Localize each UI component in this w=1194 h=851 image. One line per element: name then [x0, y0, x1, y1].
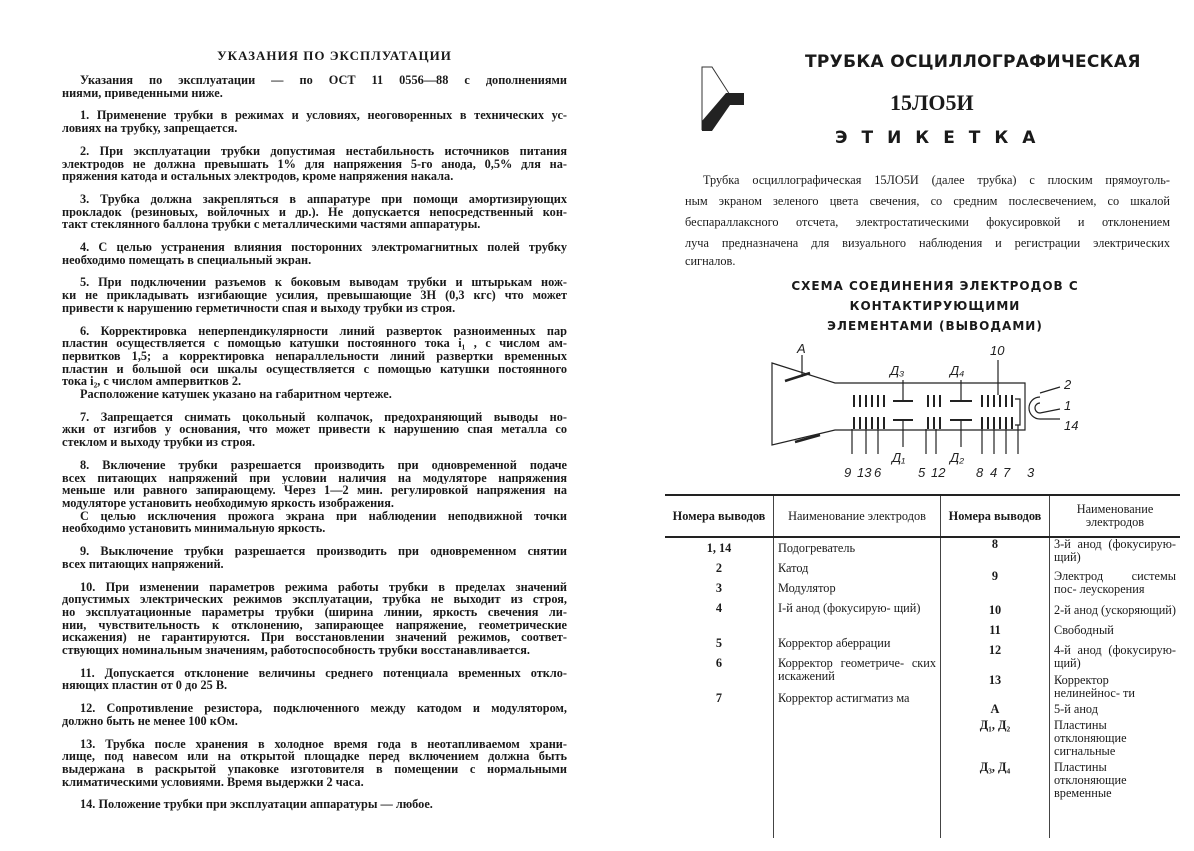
label-pin-6: 6: [874, 465, 882, 480]
schema-title-line: СХЕМА СОЕДИНЕНИЯ ЭЛЕКТРОДОВ С КОНТАКТИРУЮЩИМИ: [791, 279, 1079, 313]
pin-number: 5: [715, 636, 723, 650]
instruction-line: 7. Запрещается снимать цокольный колпачок, предохраняющий выводы но-: [80, 410, 567, 424]
right-pin-column: [945, 538, 1045, 838]
product-title: ТРУБКА ОСЦИЛЛОГРАФИЧЕСКАЯ: [805, 52, 1141, 72]
instruction-item: [62, 145, 567, 183]
instruction-line: первитков 1,5; а корректировка непараллельности линий развертки временных: [62, 349, 567, 363]
description-line: луча предназначена для визуального наблюдения и регистрации электрических: [685, 236, 1170, 250]
instruction-line: всех питающих напряжений при условии наличия на модуляторе напряжения: [62, 471, 567, 485]
electrode-name: I-й анод (фокусирую- щий): [778, 601, 921, 615]
pin-number: 6: [715, 656, 723, 670]
instruction-line: модуляторе установить необходимую яркость изображения.: [62, 496, 394, 510]
instruction-line: ниями, приведенными ниже.: [62, 86, 223, 100]
pin-number: 3: [715, 581, 723, 595]
product-description: [685, 170, 1170, 268]
instruction-line: Расположение катушек указано на габаритном чертеже.: [80, 388, 392, 401]
pin-number: 12: [988, 643, 1002, 657]
pin-number: 7: [715, 691, 723, 705]
left-pin-column: [669, 538, 769, 838]
label-d1: Д₁: [892, 450, 906, 465]
instruction-line: должно быть не менее 100 кОм.: [62, 714, 238, 728]
header-pin-numbers: Номера выводов: [665, 495, 774, 537]
instruction-item: [62, 411, 567, 449]
label-pin-7: 7: [1003, 465, 1011, 480]
instruction-item: [62, 459, 567, 535]
pin-number: 10: [988, 603, 1002, 617]
instruction-line: Указания по эксплуатации — по ОСТ 11 0556—88 с дополнениями: [80, 74, 567, 87]
instruction-line: ствующих номинальным значениям, работоспособность трубки восстанавливается.: [62, 644, 530, 657]
header-pin-numbers: Номера выводов: [941, 495, 1050, 537]
instruction-line: прокладок (резиновых, войлочных и др.). Не допускается непосредственный кон-: [62, 205, 567, 219]
instruction-item: [62, 798, 567, 811]
electrode-name: Корректор нелинейнос- ти: [1054, 673, 1135, 700]
instruction-line: ки не прикладывать изгибающие усилия, превышающие 3Н (0,3 кгс) что может: [62, 289, 567, 302]
label-a: А: [797, 341, 806, 356]
instruction-line: электродов не должна превышать 1% для напряжения 5-го анода, 0,5% для на-: [62, 157, 567, 171]
electrode-name: 4-й анод (фокусирую- щий): [1054, 643, 1176, 670]
instruction-line: 14. Положение трубки при эксплуатации аппаратуры — любое.: [80, 798, 433, 812]
instruction-item: [62, 325, 567, 401]
instruction-item: [62, 738, 567, 789]
electrode-table: [665, 494, 1180, 838]
instruction-line: 9. Выключение трубки разрешается производить при одновременном снятии: [80, 545, 567, 558]
electrode-connection-diagram: [750, 335, 1090, 485]
instruction-line: жки от изгибов у основания, что может привести к нарушению спая металла со: [62, 423, 567, 437]
label-pin-9: 9: [844, 465, 852, 480]
pin-number: Д₃, Д₄: [979, 760, 1011, 774]
label-pin-5: 5: [918, 465, 926, 480]
instruction-line: 13. Трубка после хранения в холодное время года в неотапливаемом храни-: [80, 737, 567, 751]
electrode-name: Подогреватель: [778, 541, 856, 555]
instruction-item: [62, 276, 567, 314]
header-electrode-names: Наименование электродов: [1050, 495, 1181, 537]
description-line: сигналов.: [685, 254, 736, 268]
instruction-item: [62, 109, 567, 134]
label-pin-2: 2: [1064, 377, 1072, 392]
instruction-line: такт стеклянного баллона трубки с металлическими частями аппаратуры.: [62, 218, 481, 232]
label-pin-12: 12: [931, 465, 946, 480]
electrode-name: 3-й анод (фокусирую- щий): [1054, 537, 1176, 564]
label-pin-1: 1: [1064, 398, 1072, 413]
pin-number: 9: [991, 569, 999, 583]
instruction-line: тока i₂, с числом ампервитков 2.: [62, 375, 242, 389]
electrode-name: Корректор аберрации: [778, 636, 891, 650]
instruction-line: выдержана в раскрытой упаковке изготовителя в помещении с нормальными: [62, 762, 567, 776]
instruction-item: [62, 667, 567, 692]
pin-number: 1, 14: [706, 541, 732, 555]
label-pin-10: 10: [990, 343, 1005, 358]
instruction-line: пластин и большой оси шкалы осуществляется с помощью катушки постоянного: [62, 362, 567, 376]
instruction-line: 2. При эксплуатации трубки допустимая нестабильность источников питания: [80, 144, 567, 158]
pin-number: 13: [988, 673, 1002, 687]
operating-instructions: [62, 48, 567, 821]
instruction-item: [62, 545, 567, 570]
schema-title: [705, 276, 1165, 336]
electrode-name: 5-й анод: [1054, 702, 1098, 716]
instruction-line: искажения) не гарантируются. При восстановлении значений режимов, соответ-: [62, 631, 567, 645]
instruction-line: 8. Включение трубки разрешается производить при одновременной подаче: [80, 458, 567, 472]
electrode-name: Пластины отклоняющие временные: [1054, 760, 1127, 800]
instruction-line: 5. При подключении разъемов к боковым выводам трубки и штырькам нож-: [80, 276, 567, 290]
instruction-item: [62, 74, 567, 99]
label-pin-3: 3: [1027, 465, 1035, 480]
label-d3: Д₃: [890, 363, 905, 378]
instruction-item: [62, 193, 567, 231]
electrode-name: 2-й анод (ускоряющий): [1054, 603, 1176, 617]
instruction-line: допустимых электрических режимов эксплуатации, трубка не выходит из строя,: [62, 593, 567, 606]
instruction-line: 3. Трубка должна закрепляться в аппаратуре при помощи амортизирующих: [80, 192, 567, 206]
manufacturer-logo: [700, 65, 750, 135]
instruction-line: пластин осуществляется с помощью катушки постоянного тока i₁ , с числом ам-: [62, 337, 567, 350]
instruction-line: пряжения катода и остальных электродов, кроме напряжения накала.: [62, 170, 454, 183]
description-line: беспараллаксного отсчета, электростатическими фокусировкой и отклонением: [685, 215, 1170, 229]
instruction-line: 11. Допускается отклонение величины среднего потенциала временных откло-: [80, 666, 567, 680]
pin-number: 11: [989, 623, 1001, 637]
instruction-line: но эксплуатационные параметры трубки (ширина линии, яркость свечения ли-: [62, 605, 567, 619]
instruction-line: няющих пластин от 0 до 25 В.: [62, 679, 228, 693]
instruction-item: [62, 702, 567, 727]
label-d2: Д₂: [950, 450, 965, 465]
instruction-line: 1. Применение трубки в режимах и условиях, неоговоренных в технических ус-: [80, 109, 567, 123]
electrode-name: Пластины отклоняющие сигнальные: [1054, 718, 1127, 758]
electrode-name: Корректор астигматиз ма: [778, 691, 910, 705]
label-d4: Д₄: [950, 363, 965, 378]
instruction-line: необходимо установить минимальную яркость.: [62, 522, 326, 536]
electrode-name: Корректор геометриче- ских искажений: [778, 656, 936, 683]
pin-number: 8: [991, 537, 999, 551]
instruction-line: 10. При изменении параметров режима работы трубки в пределах значений: [80, 580, 567, 594]
instruction-item: [62, 241, 567, 266]
instruction-line: необходимо помещать в специальный экран.: [62, 253, 312, 267]
pin-number: А: [990, 702, 1000, 716]
instruction-line: С целью исключения прожога экрана при наблюдении неподвижной точки: [80, 509, 567, 523]
instruction-line: всех питающих напряжений.: [62, 557, 224, 571]
label-pin-4: 4: [990, 465, 998, 480]
instruction-line: лище, под навесом или на открытой площадке перед включением должна быть: [62, 750, 567, 763]
left-name-column: [778, 538, 936, 838]
instruction-item: [62, 581, 567, 657]
instruction-line: 12. Сопротивление резистора, подключенного между катодом и модулятором,: [80, 702, 567, 715]
electrode-name: Электрод системы пос- леускорения: [1054, 569, 1176, 596]
pin-number: Д₁, Д₂: [979, 718, 1011, 732]
label-heading: ЭТИКЕТКА: [835, 128, 1050, 148]
electrode-name: Катод: [778, 561, 809, 575]
instruction-line: 6. Корректировка неперпендикулярности линий разверток разноименных пар: [80, 324, 567, 338]
instruction-line: ловиях на трубку, запрещается.: [62, 122, 238, 135]
instruction-line: 4. С целью устранения влияния посторонних электромагнитных полей трубку: [80, 241, 567, 254]
label-pin-8: 8: [976, 465, 984, 480]
instruction-line: нии, чувствительность к отклонению, запирающее напряжение, геометрические: [62, 618, 567, 632]
description-line: ным экраном зеленого цвета свечения, со средним послесвечением, со шкалой: [685, 194, 1170, 208]
instruction-line: стеклом и выходу трубки из строя.: [62, 436, 256, 449]
header-electrode-names: Наименование электродов: [774, 495, 941, 537]
schema-title-line: ЭЛЕМЕНТАМИ (ВЫВОДАМИ): [827, 319, 1043, 333]
label-pin-14: 14: [1064, 418, 1079, 433]
label-pin-13: 13: [857, 465, 872, 480]
pin-number: 2: [715, 561, 723, 575]
label-page: [660, 0, 1180, 851]
pin-number: 4: [715, 601, 723, 615]
instruction-line: привести к нарушению герметичности спая и выходу трубки из строя.: [62, 301, 456, 315]
right-name-column: [1054, 538, 1176, 838]
instruction-line: климатическими условиями. Время выдержки 2 часа.: [62, 775, 364, 789]
product-model: 15ЛО5И: [890, 90, 974, 115]
electrode-name: Свободный: [1054, 623, 1114, 637]
instruction-line: меньше или равного запирающему. Через 1—2 мин. регулировкой напряжения на: [62, 484, 567, 497]
instructions-heading: УКАЗАНИЯ ПО ЭКСПЛУАТАЦИИ: [217, 48, 452, 63]
instruction-list: [62, 74, 567, 811]
description-line: Трубка осциллографическая 15ЛО5И (далее трубка) с плоским прямоуголь-: [703, 173, 1170, 187]
electrode-name: Модулятор: [778, 581, 836, 595]
